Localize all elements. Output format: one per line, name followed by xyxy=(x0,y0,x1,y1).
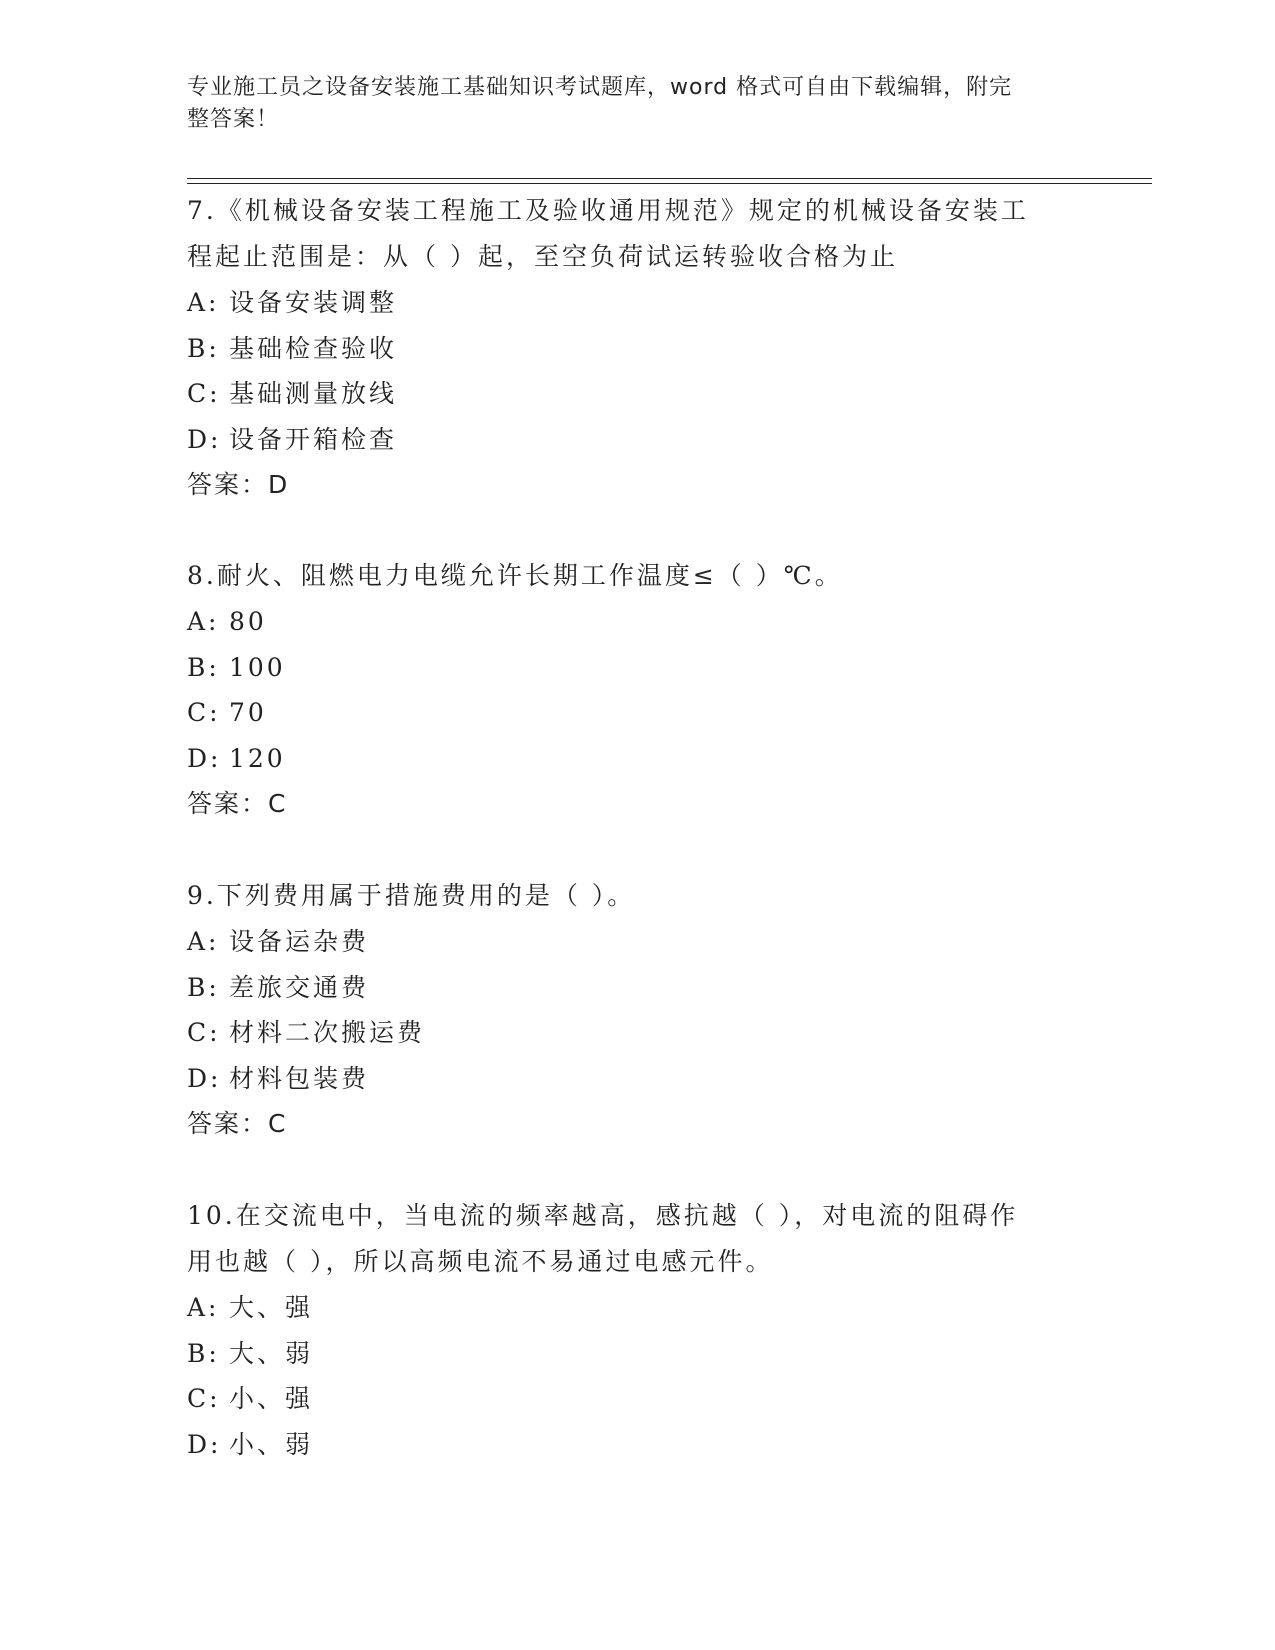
option-key: B: xyxy=(187,333,220,363)
header-divider-bottom xyxy=(187,183,1152,184)
option-text: 基础检查验收 xyxy=(229,333,398,363)
option-b xyxy=(187,326,1067,372)
option-a xyxy=(187,919,1067,965)
question-stem-line: 10.在交流电中，当电流的频率越高，感抗越（ ），对电流的阻碍作 xyxy=(187,1201,1019,1230)
option-key: C: xyxy=(187,379,221,408)
option-a xyxy=(187,599,1067,645)
question-stem xyxy=(187,1193,1067,1285)
option-key: C: xyxy=(187,1384,221,1413)
option-key: A: xyxy=(187,288,220,317)
option-key: D: xyxy=(187,424,222,454)
option-key: A: xyxy=(187,607,220,636)
option-text: 小、弱 xyxy=(229,1429,314,1459)
option-c xyxy=(187,371,1067,417)
question-8 xyxy=(187,553,1067,827)
option-key: C: xyxy=(187,698,221,727)
option-text: 基础测量放线 xyxy=(229,379,398,408)
question-stem xyxy=(187,873,1067,919)
option-text: 大、强 xyxy=(229,1293,314,1322)
question-9 xyxy=(187,873,1067,1147)
option-key: D: xyxy=(187,743,222,773)
option-d xyxy=(187,1056,1067,1102)
question-10 xyxy=(187,1193,1067,1467)
option-text: 80 xyxy=(229,607,267,636)
question-stem xyxy=(187,188,1067,280)
option-text: 设备安装调整 xyxy=(229,288,398,317)
option-c xyxy=(187,1010,1067,1056)
answer-line: 答案：D xyxy=(187,470,290,499)
header-line-1: 专业施工员之设备安装施工基础知识考试题库，word 格式可自由下载编辑，附完 xyxy=(187,75,1013,100)
option-key: A: xyxy=(187,1293,220,1322)
option-d xyxy=(187,736,1067,782)
question-stem-line: 程起止范围是：从（ ）起，至空负荷试运转验收合格为止 xyxy=(187,242,898,271)
option-key: A: xyxy=(187,927,220,956)
option-a xyxy=(187,280,1067,326)
option-a xyxy=(187,1285,1067,1331)
option-text: 设备运杂费 xyxy=(229,927,370,956)
answer-line: 答案：C xyxy=(187,1109,288,1138)
option-text: 大、弱 xyxy=(229,1338,314,1368)
option-text: 设备开箱检查 xyxy=(229,424,398,454)
option-d xyxy=(187,1422,1067,1468)
option-text: 材料二次搬运费 xyxy=(229,1018,426,1047)
option-text: 差旅交通费 xyxy=(229,972,370,1002)
option-text: 100 xyxy=(229,652,286,682)
option-key: C: xyxy=(187,1018,221,1047)
answer-line: 答案：C xyxy=(187,789,288,818)
option-key: B: xyxy=(187,652,220,682)
option-key: B: xyxy=(187,972,220,1002)
header-divider-top xyxy=(187,178,1152,179)
option-key: B: xyxy=(187,1338,220,1368)
option-text: 材料包装费 xyxy=(229,1063,370,1093)
option-key: D: xyxy=(187,1429,222,1459)
header-line-2: 整答案！ xyxy=(187,107,280,132)
option-d xyxy=(187,417,1067,463)
option-text: 120 xyxy=(229,743,286,773)
option-c xyxy=(187,1376,1067,1422)
option-b xyxy=(187,645,1067,691)
option-text: 小、强 xyxy=(229,1384,314,1413)
option-key: D: xyxy=(187,1063,222,1093)
document-header xyxy=(187,72,1067,136)
question-stem xyxy=(187,553,1067,599)
option-text: 70 xyxy=(229,698,267,727)
question-stem-line: 9.下列费用属于措施费用的是（ ）。 xyxy=(187,881,636,910)
question-stem-line: 8.耐火、阻燃电力电缆允许长期工作温度≤（ ）℃。 xyxy=(187,561,843,590)
question-stem-line: 用也越（ ），所以高频电流不易通过电感元件。 xyxy=(187,1247,774,1276)
option-c xyxy=(187,690,1067,736)
question-7 xyxy=(187,188,1067,508)
option-b xyxy=(187,965,1067,1011)
option-b xyxy=(187,1331,1067,1377)
question-stem-line: 7.《机械设备安装工程施工及验收通用规范》规定的机械设备安装工 xyxy=(187,196,1029,225)
